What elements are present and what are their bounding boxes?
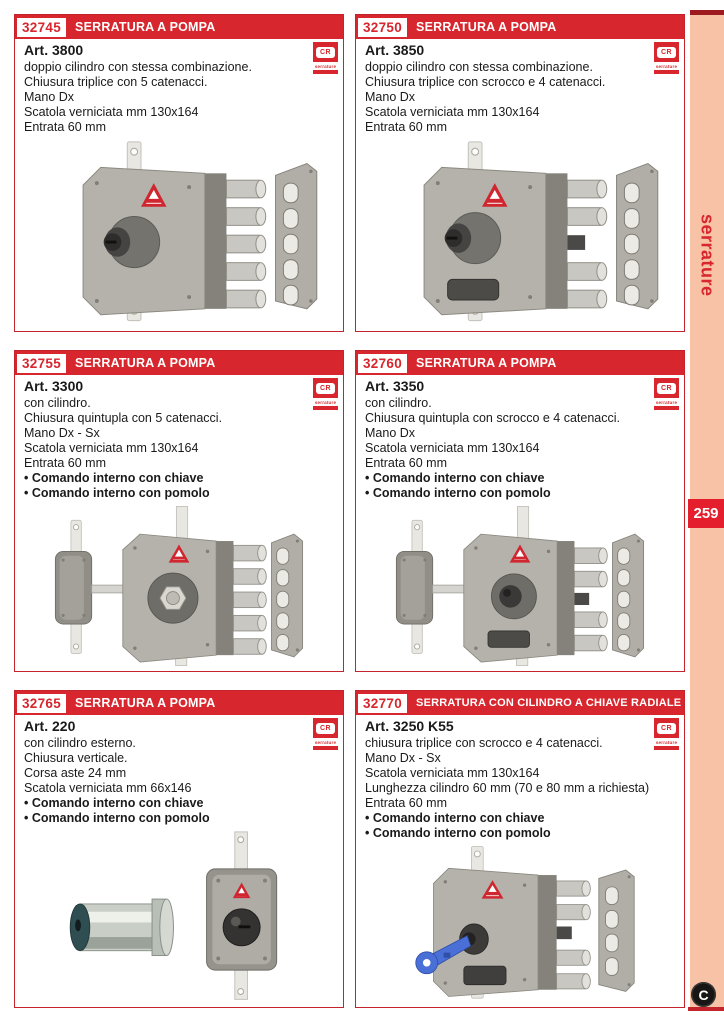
feature-bullet: • Comando interno con pomolo <box>365 826 675 842</box>
article-number: Art. 3350 <box>365 378 425 394</box>
spec-line: Scatola verniciata mm 130x164 <box>365 440 540 455</box>
product-image-32760 <box>365 502 675 668</box>
product-title: SERRATURA A POMPA <box>416 20 557 34</box>
external-cylinder <box>70 899 173 955</box>
spec-line: Corsa aste 24 mm <box>24 765 127 780</box>
feature-bullet: • Comando interno con pomolo <box>24 486 334 502</box>
brand-logo: CR <box>657 723 676 734</box>
product-image-32755 <box>24 502 334 668</box>
feature-bullet: • Comando interno con pomolo <box>24 811 334 827</box>
product-code: 32750 <box>358 18 407 37</box>
spec-line: Chiusura triplice con 5 catenacci. <box>24 74 208 89</box>
pump-lock-5-bolts-photo <box>32 136 327 328</box>
product-title: SERRATURA A POMPA <box>75 20 216 34</box>
feature-bullet: • Comando interno con chiave <box>24 796 334 812</box>
spec-line: Mano Dx <box>24 89 75 104</box>
product-image-32770 <box>365 842 675 1004</box>
cell-header <box>15 691 343 715</box>
spec-line: Chiusura quintupla con scrocco e 4 catenacci. <box>365 410 621 425</box>
brand-logo: CR <box>316 723 335 734</box>
brand-sub-label: serrature <box>655 739 678 745</box>
spec-line: Mano Dx - Sx <box>24 425 100 440</box>
spec-line: Chiusura quintupla con 5 catenacci. <box>24 410 223 425</box>
cell-header <box>356 351 684 375</box>
bolts <box>574 548 607 651</box>
spec-line: con cilindro. <box>365 395 432 410</box>
spec-line: Entrata 60 mm <box>365 795 447 810</box>
pump-lock-4-bolts-latch-photo <box>373 136 668 328</box>
spec-line: Scatola verniciata mm 130x164 <box>365 765 540 780</box>
feature-bullet: • Comando interno con chiave <box>365 471 675 487</box>
spec-line: Entrata 60 mm <box>24 119 106 134</box>
article-number: Art. 220 <box>24 718 76 734</box>
spec-line: Scatola verniciata mm 130x164 <box>365 104 540 119</box>
spec-line: Scatola verniciata mm 66x146 <box>24 780 192 795</box>
brand-badge <box>654 42 679 74</box>
spec-line: Mano Dx <box>365 425 416 440</box>
brand-logo: CR <box>316 47 335 58</box>
brand-logo: CR <box>657 383 676 394</box>
spec-line: con cilindro esterno. <box>24 735 136 750</box>
product-cell <box>355 350 685 672</box>
product-code: 32760 <box>358 354 407 373</box>
bolts <box>567 180 606 308</box>
product-code: 32755 <box>17 354 66 373</box>
plate-holes <box>283 183 298 305</box>
bolts <box>226 180 265 308</box>
feature-bullet: • Comando interno con chiave <box>365 811 675 827</box>
product-title: SERRATURA A POMPA <box>75 696 216 710</box>
spec-line: Entrata 60 mm <box>24 455 106 470</box>
spec-line: con cilindro. <box>24 395 91 410</box>
article-number: Art. 3300 <box>24 378 84 394</box>
vertical-lock-cylinder-photo <box>43 828 316 1003</box>
section-label: serrature <box>697 213 718 297</box>
product-title: SERRATURA CON CILINDRO A CHIAVE RADIALE <box>416 697 682 709</box>
section-tab-cap <box>690 10 724 15</box>
spec-line: chiusura triplice con scrocco e 4 catenacci. <box>365 735 603 750</box>
brand-badge <box>313 378 338 410</box>
bolts <box>233 545 266 654</box>
article-number: Art. 3800 <box>24 42 84 58</box>
spec-line: Mano Dx <box>365 89 416 104</box>
brand-badge <box>654 718 679 750</box>
feature-bullet: • Comando interno con pomolo <box>365 486 675 502</box>
brand-sub-label: serrature <box>314 399 337 405</box>
brand-badge <box>313 42 338 74</box>
cell-header <box>15 351 343 375</box>
publisher-mark: C <box>691 982 716 1007</box>
product-image-32765 <box>24 827 334 1004</box>
cell-body <box>356 375 684 671</box>
cell-body <box>15 39 343 331</box>
brand-sub-label: serrature <box>655 399 678 405</box>
product-cell <box>355 690 685 1008</box>
cell-body <box>356 715 684 1007</box>
product-cell <box>14 14 344 332</box>
product-title: SERRATURA A POMPA <box>75 356 216 370</box>
cell-body <box>356 39 684 331</box>
article-number: Art. 3850 <box>365 42 425 58</box>
spec-line: Lunghezza cilindro 60 mm (70 e 80 mm a richiesta) <box>365 780 650 795</box>
radial-key-lock-photo <box>393 843 646 1003</box>
bottom-rule <box>688 1007 724 1011</box>
section-label-wrap <box>690 200 724 310</box>
spec-line: Entrata 60 mm <box>365 119 447 134</box>
feature-bullet: • Comando interno con chiave <box>24 471 334 487</box>
spec-line: Entrata 60 mm <box>365 455 447 470</box>
spec-line: Scatola verniciata mm 130x164 <box>24 440 199 455</box>
spec-line: doppio cilindro con stessa combinazione. <box>365 59 593 74</box>
cell-body <box>15 375 343 671</box>
plate-holes <box>624 183 639 305</box>
pump-lock-knob-5-bolts-photo <box>45 503 313 667</box>
cell-body <box>15 715 343 1007</box>
brand-logo: CR <box>657 47 676 58</box>
product-image-32750 <box>365 135 675 329</box>
brand-sub-label: serrature <box>314 63 337 69</box>
brand-logo: CR <box>316 383 335 394</box>
spec-line: Chiusura triplice con scrocco e 4 catenacci. <box>365 74 606 89</box>
brand-badge <box>654 378 679 410</box>
spec-line: Chiusura verticale. <box>24 750 128 765</box>
brand-sub-label: serrature <box>314 739 337 745</box>
product-code: 32770 <box>358 694 407 713</box>
product-cell <box>355 14 685 332</box>
bolts <box>557 881 591 989</box>
brand-sub-label: serrature <box>655 63 678 69</box>
brand-badge <box>313 718 338 750</box>
article-number: Art. 3250 K55 <box>365 718 454 734</box>
product-cell <box>14 350 344 672</box>
product-image-32745 <box>24 135 334 329</box>
pump-lock-knob-4-bolts-latch-photo <box>386 503 654 667</box>
page-number-badge: 259 <box>688 499 724 528</box>
product-cell <box>14 690 344 1008</box>
cell-header <box>15 15 343 39</box>
spec-line: Mano Dx - Sx <box>365 750 441 765</box>
product-code: 32765 <box>17 694 66 713</box>
product-title: SERRATURA A POMPA <box>416 356 557 370</box>
product-code: 32745 <box>17 18 66 37</box>
spec-line: doppio cilindro con stessa combinazione. <box>24 59 252 74</box>
cell-header <box>356 15 684 39</box>
spec-line: Scatola verniciata mm 130x164 <box>24 104 199 119</box>
cell-header <box>356 691 684 715</box>
